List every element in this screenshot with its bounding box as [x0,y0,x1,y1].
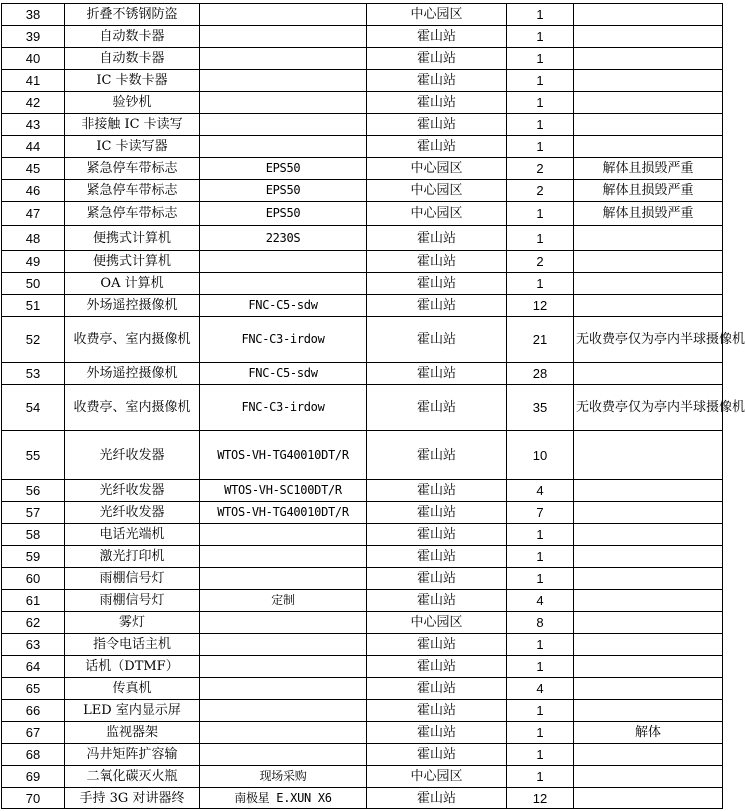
equipment-model-cell [200,634,367,656]
quantity-cell: 1 [507,700,574,722]
quantity-cell: 12 [507,788,574,809]
table-row [2,431,723,480]
row-number-cell: 39 [2,26,65,48]
location-cell: 霍山站 [367,590,507,612]
equipment-name-cell: 非接触 IC 卡读写 [65,114,200,136]
table-row [2,4,723,26]
quantity-cell: 1 [507,4,574,26]
remark-cell: 无收费亭仅为亭内半球摄像机 [574,317,723,363]
equipment-model-cell [200,136,367,158]
row-number-cell: 41 [2,70,65,92]
row-number-cell: 60 [2,568,65,590]
quantity-cell: 1 [507,524,574,546]
quantity-cell: 21 [507,317,574,363]
row-number-cell: 45 [2,158,65,180]
location-cell: 霍山站 [367,431,507,480]
equipment-name-cell: 电话光端机 [65,524,200,546]
remark-cell [574,546,723,568]
remark-cell [574,656,723,678]
table-row [2,502,723,524]
equipment-model-cell: 南极星 E.XUN X6 [200,788,367,809]
equipment-name-cell: 光纤收发器 [65,480,200,502]
equipment-model-cell [200,524,367,546]
table-row [2,788,723,809]
location-cell: 霍山站 [367,251,507,273]
equipment-name-cell: 手持 3G 对讲器终 [65,788,200,809]
location-cell: 霍山站 [367,295,507,317]
equipment-name-cell: 激光打印机 [65,546,200,568]
equipment-model-cell: EPS50 [200,180,367,202]
location-cell: 霍山站 [367,385,507,431]
remark-cell: 解体且损毁严重 [574,158,723,180]
row-number-cell: 42 [2,92,65,114]
equipment-model-cell: FNC-C5-sdw [200,295,367,317]
quantity-cell: 2 [507,251,574,273]
equipment-name-cell: 二氧化碳灭火瓶 [65,766,200,788]
location-cell: 霍山站 [367,92,507,114]
equipment-model-cell [200,273,367,295]
row-number-cell: 66 [2,700,65,722]
row-number-cell: 69 [2,766,65,788]
equipment-name-cell: 雾灯 [65,612,200,634]
location-cell: 霍山站 [367,317,507,363]
quantity-cell: 1 [507,568,574,590]
quantity-cell: 1 [507,70,574,92]
location-cell: 霍山站 [367,26,507,48]
row-number-cell: 52 [2,317,65,363]
equipment-model-cell [200,678,367,700]
table-row [2,251,723,273]
row-number-cell: 63 [2,634,65,656]
remark-cell: 解体 [574,722,723,744]
remark-cell [574,4,723,26]
quantity-cell: 1 [507,546,574,568]
row-number-cell: 68 [2,744,65,766]
equipment-model-cell: WTOS-VH-TG40010DT/R [200,502,367,524]
location-cell: 霍山站 [367,502,507,524]
remark-cell [574,48,723,70]
location-cell: 霍山站 [367,634,507,656]
row-number-cell: 56 [2,480,65,502]
equipment-model-cell [200,568,367,590]
location-cell: 霍山站 [367,524,507,546]
equipment-model-cell [200,722,367,744]
quantity-cell: 1 [507,634,574,656]
remark-cell [574,568,723,590]
location-cell: 中心园区 [367,4,507,26]
equipment-name-cell: 紧急停车带标志 [65,180,200,202]
location-cell: 霍山站 [367,546,507,568]
equipment-model-cell [200,114,367,136]
location-cell: 霍山站 [367,656,507,678]
location-cell: 中心园区 [367,766,507,788]
equipment-model-cell: FNC-C3-irdow [200,317,367,363]
quantity-cell: 1 [507,226,574,251]
remark-cell [574,766,723,788]
quantity-cell: 1 [507,656,574,678]
equipment-model-cell: 定制 [200,590,367,612]
equipment-model-cell [200,70,367,92]
location-cell: 中心园区 [367,158,507,180]
equipment-model-cell [200,48,367,70]
row-number-cell: 51 [2,295,65,317]
table-row [2,202,723,226]
quantity-cell: 35 [507,385,574,431]
table-row [2,180,723,202]
table-row [2,114,723,136]
quantity-cell: 4 [507,480,574,502]
row-number-cell: 50 [2,273,65,295]
remark-cell [574,295,723,317]
row-number-cell: 55 [2,431,65,480]
row-number-cell: 46 [2,180,65,202]
location-cell: 霍山站 [367,480,507,502]
asset-table [1,3,745,809]
remark-cell [574,590,723,612]
remark-cell [574,251,723,273]
quantity-cell: 1 [507,48,574,70]
table-row [2,590,723,612]
equipment-name-cell: 外场遥控摄像机 [65,363,200,385]
remark-cell [574,92,723,114]
location-cell: 霍山站 [367,700,507,722]
quantity-cell: 1 [507,766,574,788]
equipment-model-cell: 2230S [200,226,367,251]
location-cell: 霍山站 [367,226,507,251]
row-number-cell: 53 [2,363,65,385]
location-cell: 霍山站 [367,722,507,744]
table-row [2,524,723,546]
location-cell: 霍山站 [367,48,507,70]
equipment-name-cell: LED 室内显示屏 [65,700,200,722]
table-row [2,480,723,502]
equipment-model-cell: EPS50 [200,158,367,180]
table-row [2,92,723,114]
equipment-name-cell: 雨棚信号灯 [65,568,200,590]
quantity-cell: 2 [507,158,574,180]
equipment-model-cell: 现场采购 [200,766,367,788]
equipment-model-cell [200,92,367,114]
location-cell: 霍山站 [367,568,507,590]
quantity-cell: 1 [507,202,574,226]
remark-cell [574,136,723,158]
row-number-cell: 70 [2,788,65,809]
row-number-cell: 65 [2,678,65,700]
table-row [2,48,723,70]
equipment-model-cell [200,546,367,568]
equipment-name-cell: 雨棚信号灯 [65,590,200,612]
table-row [2,612,723,634]
remark-cell [574,273,723,295]
remark-cell [574,634,723,656]
equipment-name-cell: 验钞机 [65,92,200,114]
quantity-cell: 1 [507,744,574,766]
remark-cell [574,226,723,251]
row-number-cell: 61 [2,590,65,612]
table-row [2,226,723,251]
equipment-name-cell: 指令电话主机 [65,634,200,656]
equipment-name-cell: 收费亭、室内摄像机 [65,385,200,431]
equipment-model-cell: WTOS-VH-SC100DT/R [200,480,367,502]
remark-cell [574,788,723,809]
quantity-cell: 4 [507,590,574,612]
row-number-cell: 59 [2,546,65,568]
equipment-model-cell [200,4,367,26]
quantity-cell: 2 [507,180,574,202]
remark-cell [574,744,723,766]
equipment-name-cell: 自动数卡器 [65,26,200,48]
table-row [2,678,723,700]
equipment-model-cell [200,700,367,722]
quantity-cell: 28 [507,363,574,385]
remark-cell: 无收费亭仅为亭内半球摄像机 [574,385,723,431]
equipment-model-cell: FNC-C5-sdw [200,363,367,385]
equipment-name-cell: OA 计算机 [65,273,200,295]
remark-cell [574,700,723,722]
row-number-cell: 43 [2,114,65,136]
equipment-model-cell: FNC-C3-irdow [200,385,367,431]
quantity-cell: 7 [507,502,574,524]
equipment-model-cell [200,612,367,634]
equipment-name-cell: 监视器架 [65,722,200,744]
equipment-name-cell: 折叠不锈钢防盗 [65,4,200,26]
location-cell: 霍山站 [367,678,507,700]
equipment-name-cell: 便携式计算机 [65,251,200,273]
row-number-cell: 57 [2,502,65,524]
table-row [2,656,723,678]
remark-cell [574,363,723,385]
remark-cell: 解体且损毁严重 [574,180,723,202]
equipment-model-cell [200,656,367,678]
table-row [2,385,723,431]
equipment-model-cell [200,26,367,48]
row-number-cell: 67 [2,722,65,744]
equipment-model-cell: EPS50 [200,202,367,226]
equipment-name-cell: 话机（DTMF） [65,656,200,678]
table-row [2,136,723,158]
location-cell: 霍山站 [367,70,507,92]
table-row [2,363,723,385]
table-row [2,722,723,744]
equipment-name-cell: 收费亭、室内摄像机 [65,317,200,363]
equipment-name-cell: 光纤收发器 [65,502,200,524]
table-row [2,158,723,180]
location-cell: 霍山站 [367,114,507,136]
table-row [2,766,723,788]
remark-cell [574,431,723,480]
quantity-cell: 12 [507,295,574,317]
location-cell: 中心园区 [367,612,507,634]
location-cell: 霍山站 [367,744,507,766]
equipment-name-cell: 自动数卡器 [65,48,200,70]
table-row [2,273,723,295]
row-number-cell: 40 [2,48,65,70]
location-cell: 中心园区 [367,202,507,226]
quantity-cell: 1 [507,92,574,114]
remark-cell [574,114,723,136]
asset-table-body [2,4,745,809]
row-number-cell: 58 [2,524,65,546]
table-row [2,700,723,722]
equipment-name-cell: 光纤收发器 [65,431,200,480]
quantity-cell: 4 [507,678,574,700]
quantity-cell: 10 [507,431,574,480]
table-row [2,568,723,590]
row-number-cell: 62 [2,612,65,634]
remark-cell [574,678,723,700]
equipment-model-cell: WTOS-VH-TG40010DT/R [200,431,367,480]
equipment-name-cell: 紧急停车带标志 [65,158,200,180]
location-cell: 霍山站 [367,363,507,385]
row-number-cell: 47 [2,202,65,226]
table-row [2,317,723,363]
equipment-name-cell: 传真机 [65,678,200,700]
row-number-cell: 54 [2,385,65,431]
equipment-name-cell: 冯井矩阵扩容输 [65,744,200,766]
quantity-cell: 1 [507,722,574,744]
row-number-cell: 64 [2,656,65,678]
equipment-name-cell: 紧急停车带标志 [65,202,200,226]
location-cell: 霍山站 [367,788,507,809]
equipment-model-cell [200,251,367,273]
equipment-name-cell: 外场遥控摄像机 [65,295,200,317]
quantity-cell: 8 [507,612,574,634]
row-number-cell: 49 [2,251,65,273]
quantity-cell: 1 [507,273,574,295]
location-cell: 中心园区 [367,180,507,202]
table-row [2,295,723,317]
location-cell: 霍山站 [367,136,507,158]
remark-cell [574,70,723,92]
table-row [2,744,723,766]
quantity-cell: 1 [507,114,574,136]
row-number-cell: 38 [2,4,65,26]
location-cell: 霍山站 [367,273,507,295]
equipment-model-cell [200,744,367,766]
quantity-cell: 1 [507,26,574,48]
remark-cell [574,480,723,502]
equipment-name-cell: IC 卡数卡器 [65,70,200,92]
row-number-cell: 44 [2,136,65,158]
remark-cell: 解体且损毁严重 [574,202,723,226]
remark-cell [574,524,723,546]
equipment-name-cell: 便携式计算机 [65,226,200,251]
equipment-name-cell: IC 卡读写器 [65,136,200,158]
remark-cell [574,26,723,48]
table-row [2,546,723,568]
quantity-cell: 1 [507,136,574,158]
table-row [2,26,723,48]
row-number-cell: 48 [2,226,65,251]
remark-cell [574,612,723,634]
table-row [2,634,723,656]
table-row [2,70,723,92]
remark-cell [574,502,723,524]
